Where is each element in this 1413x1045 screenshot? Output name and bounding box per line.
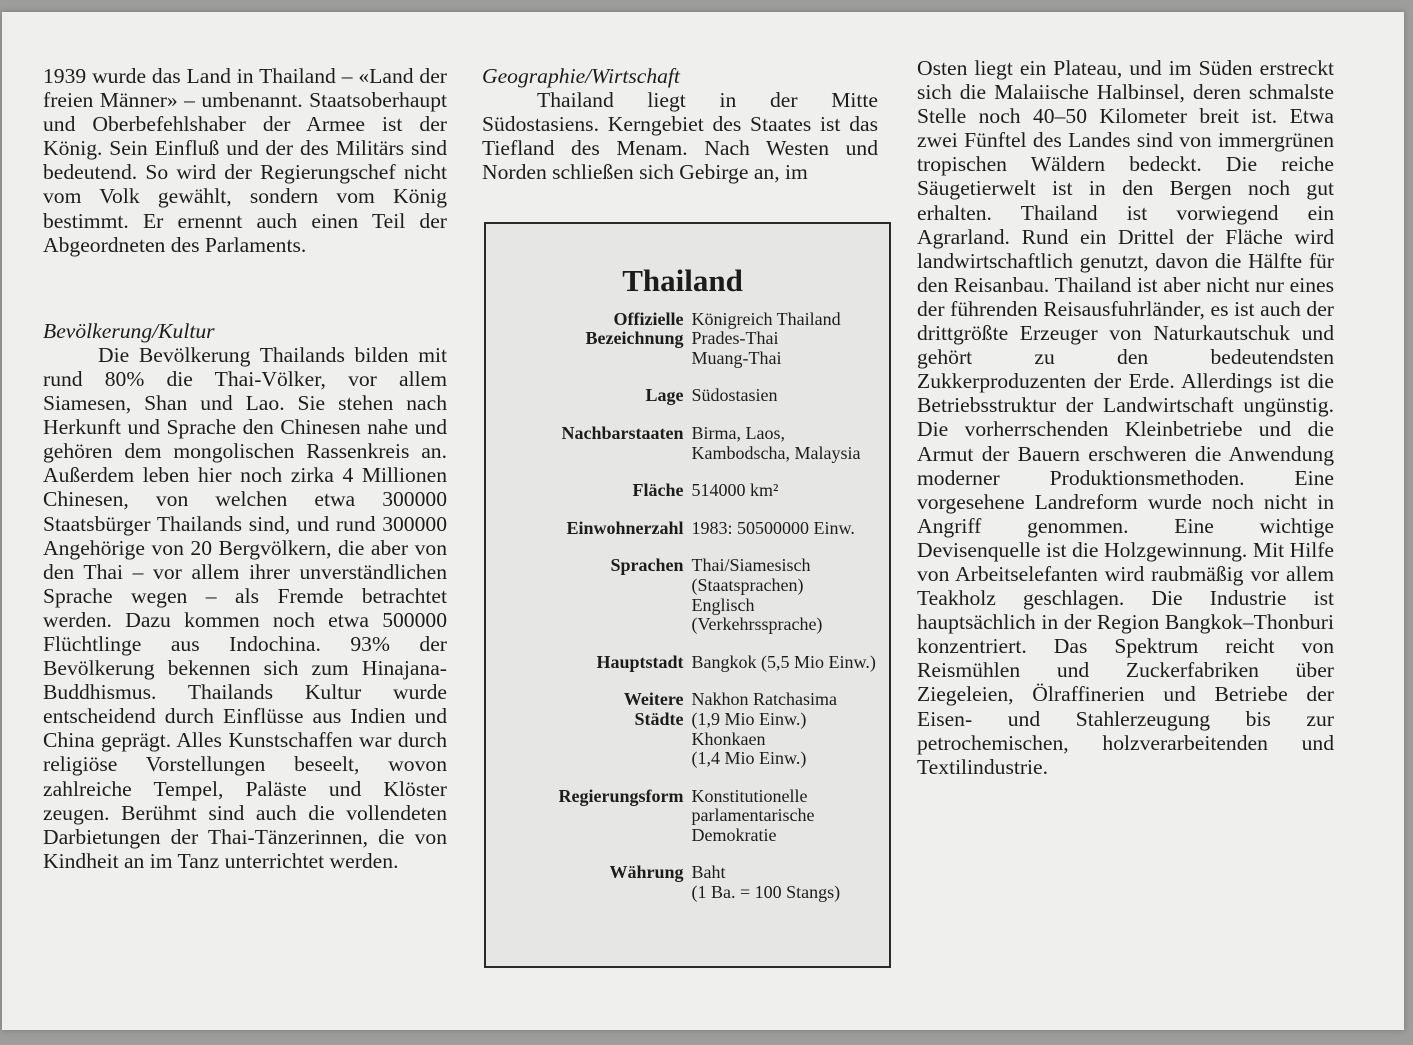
fact-value: Südostasien bbox=[691, 385, 778, 406]
fact-row bbox=[486, 690, 889, 768]
fact-row bbox=[486, 519, 889, 539]
fact-row bbox=[486, 424, 889, 463]
fact-label: Hauptstadt bbox=[596, 651, 684, 672]
fact-row bbox=[486, 653, 889, 673]
fact-row bbox=[486, 310, 889, 369]
history-paragraph: 1939 wurde das Land in Thailand – «Land der freien Männer» – umbenannt. Staatsoberhaupt und Oberbefehlshaber der Armee ist der König. Sein Einfluß und der des Militärs sind bedeutend. So wird der Regierungschef nicht vom Volk gewählt, sondern vom König bestimmt. Er ernennt auch einen Teil der Abgeordneten des Parlaments. bbox=[43, 64, 447, 257]
fact-value: Nakhon Ratchasima (1,9 Mio Einw.) Khonkaen (1,4 Mio Einw.) bbox=[691, 689, 837, 769]
fact-label: Lage bbox=[645, 385, 684, 406]
fact-label: Weitere Städte bbox=[623, 689, 684, 729]
geography-paragraph: Thailand liegt in der Mitte Südostasiens. Kerngebiet des Staates ist das Tiefland des Menam. Nach Westen und Norden schließen sich Gebirge an, im bbox=[482, 88, 878, 185]
fact-box-title: Thailand bbox=[622, 263, 743, 298]
fact-value: Königreich Thailand Prades-Thai Muang-Thai bbox=[691, 308, 841, 368]
fact-value: Thai/Siamesisch (Staatsprachen) Englisch (Verkehrssprache) bbox=[691, 555, 823, 635]
country-fact-box bbox=[484, 222, 891, 968]
right-column bbox=[917, 56, 1334, 779]
fact-row bbox=[486, 863, 889, 902]
population-paragraph: Die Bevölkerung Thailands bilden mit rund 80% die Thai-Völker, vor allem Siamesen, Shan und Lao. Sie stehen nach Herkunft und Sprache den Chinesen nahe und gehören dem mongolischen Rassenkreis an. Außerdem leben hier noch zirka 4 Millionen Chinesen, von welchen etwa 300000 Staatsbürger Thailands sind, und rund 300000 Angehörige von 20 Bergvölkern, die aber von den Thai – vor allem ihrer unverständlichen Sprache wegen – als Fremde betrachtet werden. Dazu kommen noch etwa 500000 Flüchtlinge aus Indochina. 93% der Bevölkerung bekennen sich zum Hinajana-Buddhismus. Thailands Kultur wurde entscheidend durch Einflüsse aus Indien und China geprägt. Alles Kunstschaffen war durch religiöse Vorstellungen beseelt, wovon zahlreiche Tempel, Paläste und Klöster zeugen. Berühmt sind auch die vollendeten Darbietungen der Thai-Tänzerinnen, die von Kindheit an im Tanz unterrichtet werden. bbox=[43, 342, 447, 873]
fact-label: Sprachen bbox=[610, 555, 684, 576]
middle-column bbox=[482, 64, 878, 184]
fact-value: Konstitutionelle parlamentarische Demokratie bbox=[691, 785, 815, 845]
fact-value: 514000 km² bbox=[691, 480, 779, 501]
fact-label: Währung bbox=[609, 862, 684, 883]
fact-row bbox=[486, 556, 889, 634]
fact-row bbox=[486, 386, 889, 406]
fact-value: 1983: 50500000 Einw. bbox=[691, 517, 855, 538]
fact-value: Baht (1 Ba. = 100 Stangs) bbox=[691, 862, 841, 903]
fact-label: Regierungsform bbox=[558, 785, 684, 806]
fact-label: Fläche bbox=[632, 480, 684, 501]
fact-label: Einwohnerzahl bbox=[566, 517, 684, 538]
left-column bbox=[43, 64, 447, 873]
population-heading: Bevölkerung/Kultur bbox=[43, 318, 215, 343]
fact-row bbox=[486, 481, 889, 501]
fact-row bbox=[486, 787, 889, 846]
fact-label: Offizielle Bezeichnung bbox=[585, 308, 684, 349]
economy-paragraph: Osten liegt ein Plateau, und im Süden erstreckt sich die Malaiische Halbinsel, deren schmalste Stelle noch 40–50 Kilometer breit ist. Etwa zwei Fünftel des Landes sind von immergrünen tropischen Wäldern bedeckt. Die reiche Säugetierwelt ist in den Bergen noch gut erhalten. Thailand ist vorwiegend ein Agrarland. Rund ein Drittel der Fläche wird landwirtschaftlich genutzt, davon die Hälfte für den Reisanbau. Thailand ist aber nicht nur eines der führenden Reisausfuhrländer, es ist auch der drittgrößte Erzeuger von Naturkautschuk und gehört zu den bedeutendsten Zukkerproduzenten der Erde. Allerdings ist die Betriebsstruktur der Landwirtschaft ungünstig. Die vorherrschenden Kleinbetriebe und die Armut der Bauern erschweren die Anwendung moderner Produktionsmethoden. Eine vorgesehene Landreform wurde noch nicht in Angriff genommen. Eine wichtige Devisenquelle ist die Holzgewinnung. Mit Hilfe von Arbeitselefanten wird raubmäßig vor allem Teakholz geschlagen. Die Industrie ist hauptsächlich in der Region Bangkok–Thonburi konzentriert. Das Spektrum reicht von Reismühlen und Zuckerfabriken über Ziegeleien, Ölraffinerien und Betriebe der Eisen- und Stahlerzeugung bis zur petrochemischen, holzverarbeitenden und Textilindustrie. bbox=[917, 56, 1334, 779]
fact-value: Birma, Laos, Kambodscha, Malaysia bbox=[691, 422, 861, 463]
fact-rows bbox=[486, 310, 889, 903]
geography-heading: Geographie/Wirtschaft bbox=[482, 64, 680, 88]
fact-label: Nachbarstaaten bbox=[561, 422, 684, 443]
fact-value: Bangkok (5,5 Mio Einw.) bbox=[691, 651, 876, 672]
